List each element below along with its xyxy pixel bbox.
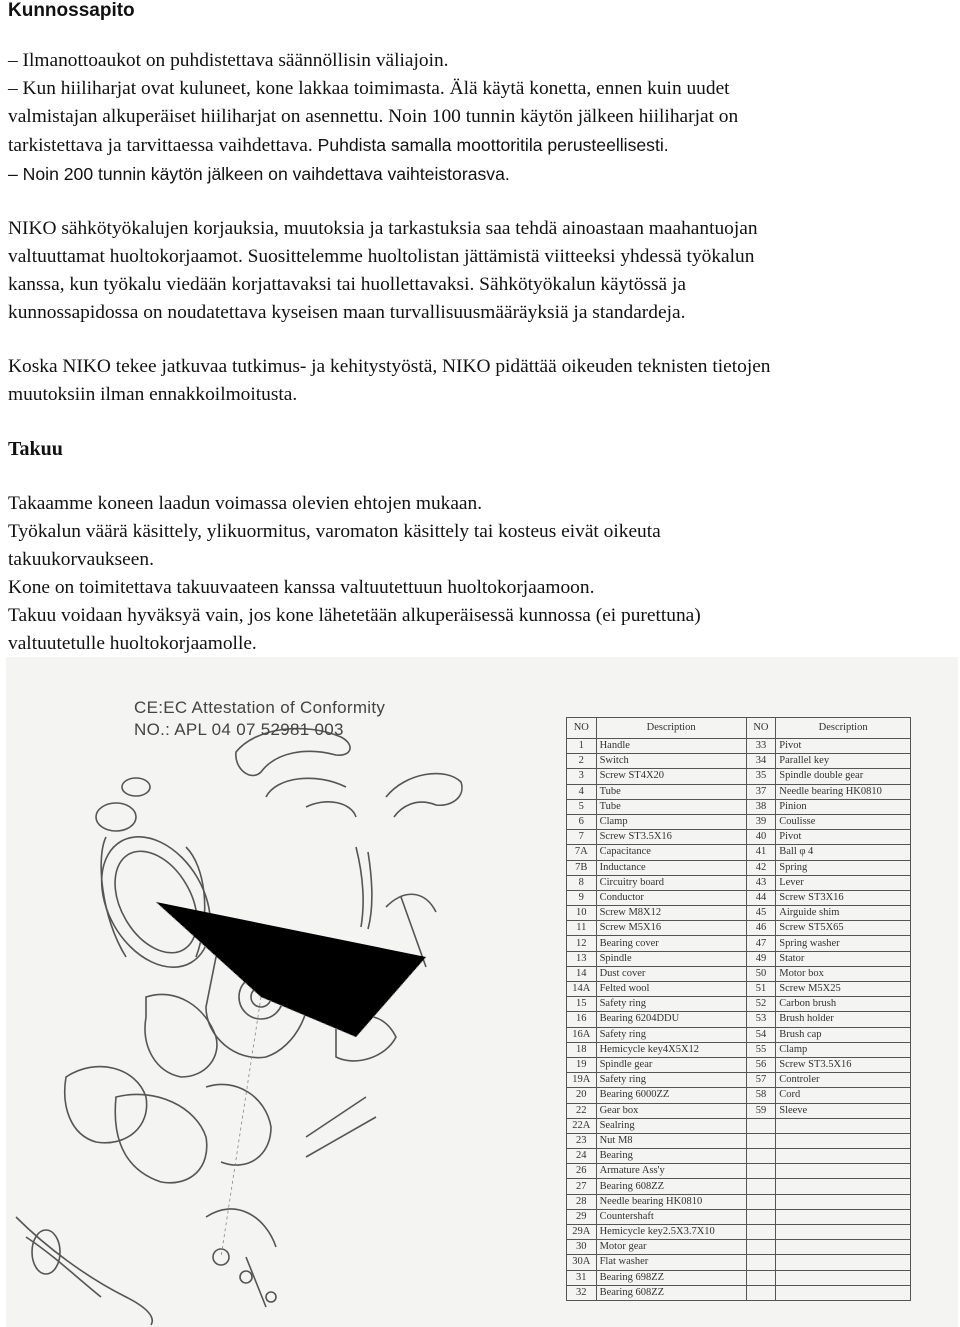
part-description-cell: Bearing 608ZZ <box>596 1179 746 1194</box>
attestation-number: NO.: APL 04 07 52981 003 <box>134 720 344 739</box>
part-description-cell: Ball φ 4 <box>776 845 911 860</box>
table-row <box>567 769 911 784</box>
part-description-cell: Tube <box>596 784 746 799</box>
part-number-cell: 26 <box>567 1164 597 1179</box>
table-row <box>567 754 911 769</box>
part-description-cell: Brush holder <box>776 1012 911 1027</box>
part-number-cell: 37 <box>746 784 776 799</box>
part-description-cell: Bearing cover <box>596 936 746 951</box>
part-description-cell: Clamp <box>776 1042 911 1057</box>
heading-takuu: Takuu <box>8 438 63 460</box>
part-number-cell <box>746 1209 776 1224</box>
part-description-cell: Armature Ass'y <box>596 1164 746 1179</box>
table-row <box>567 799 911 814</box>
part-number-cell <box>746 1179 776 1194</box>
table-row <box>567 860 911 875</box>
part-description-cell: Safety ring <box>596 997 746 1012</box>
part-number-cell: 18 <box>567 1042 597 1057</box>
part-description-cell: Tube <box>596 799 746 814</box>
part-description-cell: Sleeve <box>776 1103 911 1118</box>
part-number-cell: 23 <box>567 1133 597 1148</box>
table-row <box>567 739 911 754</box>
table-row <box>567 814 911 829</box>
part-number-cell: 27 <box>567 1179 597 1194</box>
part-number-cell: 42 <box>746 860 776 875</box>
part-description-cell: Parallel key <box>776 754 911 769</box>
part-description-cell: Stator <box>776 951 911 966</box>
part-number-cell: 50 <box>746 966 776 981</box>
part-description-cell: Motor box <box>776 966 911 981</box>
part-description-cell: Bearing 698ZZ <box>596 1270 746 1285</box>
maintenance-line: valmistajan alkuperäiset hiiliharjat on asennettu. Noin 100 tunnin käytön jälkeen hiiliharjat on <box>8 106 739 127</box>
part-description-cell: Screw ST3.5X16 <box>776 1057 911 1072</box>
part-number-cell: 33 <box>746 739 776 754</box>
table-row <box>567 1118 911 1133</box>
part-description-cell <box>776 1240 911 1255</box>
part-number-cell: 2 <box>567 754 597 769</box>
part-description-cell: Spindle <box>596 951 746 966</box>
part-description-cell <box>776 1179 911 1194</box>
part-description-cell: Screw M5X16 <box>596 921 746 936</box>
part-number-cell <box>746 1194 776 1209</box>
part-number-cell: 29 <box>567 1209 597 1224</box>
part-number-cell: 30A <box>567 1255 597 1270</box>
maintenance-line: – Noin 200 tunnin käytön jälkeen on vaihdettava vaihteistorasva. <box>8 164 510 184</box>
part-number-cell: 56 <box>746 1057 776 1072</box>
part-description-cell: Needle bearing HK0810 <box>596 1194 746 1209</box>
part-description-cell: Countershaft <box>596 1209 746 1224</box>
table-row <box>567 1240 911 1255</box>
part-description-cell <box>776 1270 911 1285</box>
part-number-cell <box>746 1133 776 1148</box>
part-description-cell <box>776 1285 911 1300</box>
part-description-cell: Spring washer <box>776 936 911 951</box>
column-header: Description <box>776 718 911 739</box>
part-description-cell: Switch <box>596 754 746 769</box>
part-number-cell: 35 <box>746 769 776 784</box>
part-number-cell: 31 <box>567 1270 597 1285</box>
part-number-cell <box>746 1225 776 1240</box>
paragraph-line: kanssa, kun työkalu viedään korjattavaksi tai huollettavaksi. Sähkötyökalun käytössä ja <box>8 274 686 295</box>
part-number-cell: 53 <box>746 1012 776 1027</box>
parts-table <box>566 717 911 1301</box>
part-number-cell: 39 <box>746 814 776 829</box>
table-row <box>567 1255 911 1270</box>
part-description-cell <box>776 1225 911 1240</box>
part-description-cell: Spindle double gear <box>776 769 911 784</box>
part-number-cell: 7 <box>567 830 597 845</box>
maintenance-line: – Kun hiiliharjat ovat kuluneet, kone lakkaa toimimasta. Älä käytä konetta, ennen kuin uudet <box>8 78 730 99</box>
part-number-cell: 43 <box>746 875 776 890</box>
part-number-cell: 28 <box>567 1194 597 1209</box>
part-number-cell: 4 <box>567 784 597 799</box>
paragraph-line: muutoksiin ilman ennakkoilmoitusta. <box>8 384 298 405</box>
part-description-cell: Airguide shim <box>776 906 911 921</box>
part-description-cell: Coulisse <box>776 814 911 829</box>
part-description-cell: Screw M8X12 <box>596 906 746 921</box>
part-description-cell: Pivot <box>776 830 911 845</box>
part-number-cell: 6 <box>567 814 597 829</box>
table-row <box>567 1285 911 1300</box>
part-number-cell: 10 <box>567 906 597 921</box>
table-row <box>567 921 911 936</box>
part-description-cell <box>776 1194 911 1209</box>
part-number-cell: 54 <box>746 1027 776 1042</box>
paragraph-line: Koska NIKO tekee jatkuvaa tutkimus- ja kehitystyöstä, NIKO pidättää oikeuden teknisten tietojen <box>8 356 771 377</box>
part-number-cell: 34 <box>746 754 776 769</box>
table-row <box>567 997 911 1012</box>
paragraph-line: valtuuttamat huoltokorjaamot. Suosittelemme huoltolistan jättämistä viitteeksi yhdessä työkalun <box>8 246 755 267</box>
part-description-cell: Gear box <box>596 1103 746 1118</box>
part-number-cell: 3 <box>567 769 597 784</box>
table-row <box>567 966 911 981</box>
maintenance-text: Puhdista samalla moottoritila perusteellisesti. <box>317 135 669 155</box>
attestation-scan <box>6 657 958 1327</box>
part-number-cell: 46 <box>746 921 776 936</box>
part-number-cell: 52 <box>746 997 776 1012</box>
part-number-cell <box>746 1285 776 1300</box>
parts-table-body <box>567 739 911 1301</box>
table-row <box>567 1027 911 1042</box>
maintenance-list <box>8 47 953 188</box>
part-number-cell: 16 <box>567 1012 597 1027</box>
part-number-cell: 59 <box>746 1103 776 1118</box>
part-description-cell <box>776 1149 911 1164</box>
exploded-view-drawing <box>6 657 558 1327</box>
part-number-cell: 14A <box>567 982 597 997</box>
part-description-cell: Needle bearing HK0810 <box>776 784 911 799</box>
maintenance-line: – Ilmanottoaukot on puhdistettava säännöllisin väliajoin. <box>8 50 449 71</box>
rights-paragraph <box>8 353 953 409</box>
part-number-cell <box>746 1118 776 1133</box>
part-description-cell: Capacitance <box>596 845 746 860</box>
table-row <box>567 1042 911 1057</box>
warranty-text <box>8 490 953 658</box>
part-number-cell: 16A <box>567 1027 597 1042</box>
part-number-cell: 13 <box>567 951 597 966</box>
table-row <box>567 1164 911 1179</box>
part-number-cell: 30 <box>567 1240 597 1255</box>
part-description-cell: Bearing 6204DDU <box>596 1012 746 1027</box>
part-description-cell: Bearing 6000ZZ <box>596 1088 746 1103</box>
part-number-cell: 7A <box>567 845 597 860</box>
part-number-cell <box>746 1149 776 1164</box>
table-row <box>567 982 911 997</box>
part-description-cell: Nut M8 <box>596 1133 746 1148</box>
paragraph-line: kunnossapidossa on noudatettava kyseisen maan turvallisuusmääräyksiä ja standardeja. <box>8 302 686 323</box>
table-row <box>567 936 911 951</box>
table-row <box>567 1179 911 1194</box>
part-description-cell: Carbon brush <box>776 997 911 1012</box>
table-row <box>567 1088 911 1103</box>
table-row <box>567 890 911 905</box>
part-description-cell <box>776 1209 911 1224</box>
table-row <box>567 1133 911 1148</box>
part-number-cell: 32 <box>567 1285 597 1300</box>
table-row <box>567 906 911 921</box>
part-number-cell: 14 <box>567 966 597 981</box>
column-header: NO <box>567 718 597 739</box>
part-description-cell: Lever <box>776 875 911 890</box>
part-number-cell: 19A <box>567 1073 597 1088</box>
paragraph-line: NIKO sähkötyökalujen korjauksia, muutoksia ja tarkastuksia saa tehdä ainoastaan maahantuojan <box>8 218 758 239</box>
part-description-cell: Handle <box>596 739 746 754</box>
part-number-cell: 49 <box>746 951 776 966</box>
part-description-cell: Screw ST3X16 <box>776 890 911 905</box>
warranty-line: Työkalun väärä käsittely, ylikuormitus, varomaton käsittely tai kosteus eivät oikeuta <box>8 521 661 542</box>
attestation-title <box>134 697 385 741</box>
part-number-cell: 8 <box>567 875 597 890</box>
part-description-cell: Felted wool <box>596 982 746 997</box>
part-number-cell: 24 <box>567 1149 597 1164</box>
part-number-cell: 58 <box>746 1088 776 1103</box>
warranty-line: Kone on toimitettava takuuvaateen kanssa valtuutettuun huoltokorjaamoon. <box>8 577 595 598</box>
part-number-cell: 20 <box>567 1088 597 1103</box>
part-description-cell: Safety ring <box>596 1073 746 1088</box>
part-description-cell <box>776 1164 911 1179</box>
part-description-cell: Pinion <box>776 799 911 814</box>
part-number-cell: 22 <box>567 1103 597 1118</box>
table-row <box>567 1012 911 1027</box>
part-description-cell: Screw M5X25 <box>776 982 911 997</box>
column-header: NO <box>746 718 776 739</box>
part-description-cell: Circuitry board <box>596 875 746 890</box>
table-row <box>567 1073 911 1088</box>
maintenance-line <box>8 131 953 160</box>
part-number-cell: 41 <box>746 845 776 860</box>
part-description-cell: Screw ST5X65 <box>776 921 911 936</box>
service-paragraph <box>8 215 953 327</box>
table-row <box>567 1057 911 1072</box>
part-description-cell: Dust cover <box>596 966 746 981</box>
part-description-cell <box>776 1118 911 1133</box>
part-description-cell: Safety ring <box>596 1027 746 1042</box>
part-description-cell: Controler <box>776 1073 911 1088</box>
part-description-cell: Flat washer <box>596 1255 746 1270</box>
part-description-cell: Conductor <box>596 890 746 905</box>
part-number-cell: 7B <box>567 860 597 875</box>
part-number-cell: 29A <box>567 1225 597 1240</box>
part-description-cell: Screw ST4X20 <box>596 769 746 784</box>
part-description-cell <box>776 1255 911 1270</box>
part-number-cell: 45 <box>746 906 776 921</box>
part-description-cell: Brush cap <box>776 1027 911 1042</box>
table-row <box>567 830 911 845</box>
part-number-cell: 15 <box>567 997 597 1012</box>
table-row <box>567 845 911 860</box>
part-description-cell: Motor gear <box>596 1240 746 1255</box>
part-description-cell: Bearing 608ZZ <box>596 1285 746 1300</box>
part-number-cell: 57 <box>746 1073 776 1088</box>
table-row <box>567 1225 911 1240</box>
parts-table-header <box>567 718 911 739</box>
table-row <box>567 1270 911 1285</box>
part-number-cell: 44 <box>746 890 776 905</box>
part-number-cell: 9 <box>567 890 597 905</box>
part-description-cell: Screw ST3.5X16 <box>596 830 746 845</box>
part-description-cell: Clamp <box>596 814 746 829</box>
warranty-line: valtuutetulle huoltokorjaamolle. <box>8 633 257 654</box>
part-number-cell: 51 <box>746 982 776 997</box>
part-number-cell: 55 <box>746 1042 776 1057</box>
attestation-title-line: CE:EC Attestation of Conformity <box>134 698 386 717</box>
part-description-cell: Pivot <box>776 739 911 754</box>
part-number-cell: 19 <box>567 1057 597 1072</box>
heading-kunnossapito: Kunnossapito <box>8 0 135 21</box>
part-description-cell: Spring <box>776 860 911 875</box>
warranty-line: Takaamme koneen laadun voimassa olevien ehtojen mukaan. <box>8 493 483 514</box>
table-row <box>567 951 911 966</box>
part-description-cell: Sealring <box>596 1118 746 1133</box>
part-description-cell: Bearing <box>596 1149 746 1164</box>
column-header: Description <box>596 718 746 739</box>
part-description-cell: Hemicycle key4X5X12 <box>596 1042 746 1057</box>
part-number-cell: 1 <box>567 739 597 754</box>
part-description-cell: Hemicycle key2.5X3.7X10 <box>596 1225 746 1240</box>
table-row <box>567 1209 911 1224</box>
part-number-cell: 22A <box>567 1118 597 1133</box>
part-number-cell: 5 <box>567 799 597 814</box>
part-number-cell: 47 <box>746 936 776 951</box>
table-row <box>567 1194 911 1209</box>
part-number-cell <box>746 1270 776 1285</box>
warranty-line: takuukorvaukseen. <box>8 549 154 570</box>
table-row <box>567 1149 911 1164</box>
part-number-cell <box>746 1240 776 1255</box>
part-number-cell: 38 <box>746 799 776 814</box>
maintenance-text: tarkistettava ja tarvittaessa vaihdettava. <box>8 135 313 156</box>
table-row <box>567 1103 911 1118</box>
part-number-cell <box>746 1164 776 1179</box>
part-number-cell: 40 <box>746 830 776 845</box>
part-number-cell: 12 <box>567 936 597 951</box>
part-description-cell: Inductance <box>596 860 746 875</box>
part-description-cell: Spindle gear <box>596 1057 746 1072</box>
part-description-cell <box>776 1133 911 1148</box>
part-number-cell: 11 <box>567 921 597 936</box>
warranty-line: Takuu voidaan hyväksyä vain, jos kone lähetetään alkuperäisessä kunnossa (ei purettuna) <box>8 605 701 626</box>
part-number-cell <box>746 1255 776 1270</box>
part-description-cell: Cord <box>776 1088 911 1103</box>
table-row <box>567 875 911 890</box>
table-row <box>567 784 911 799</box>
